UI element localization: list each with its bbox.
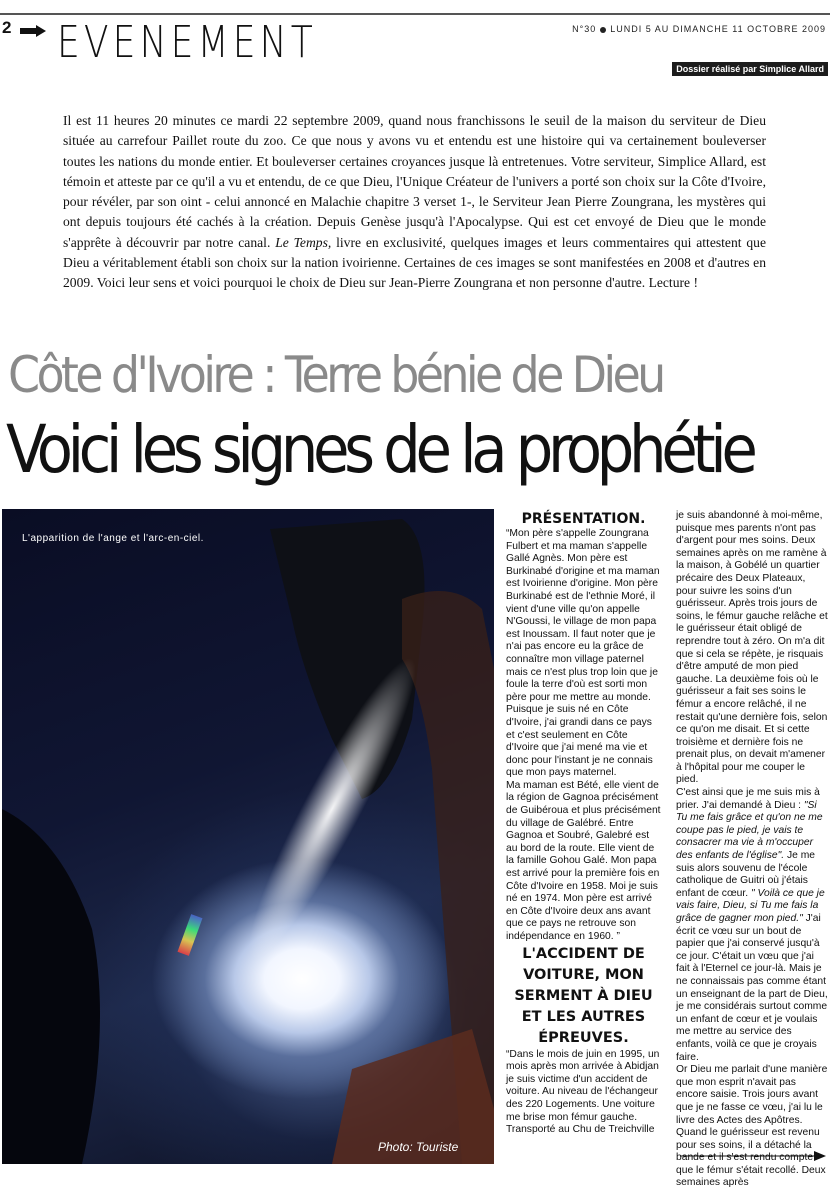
prayer-text: C'est ainsi que je me suis mis à prier. J'ai demandé à Dieu : — [676, 787, 820, 811]
newspaper-title: Le Temps, — [275, 234, 332, 250]
prayer-text-3: J'ai écrit ce vœu sur un bout de papier que j'ai conservé jusqu'à ce jour. C'était un vœu que j'ai fait à l'Eternel ce jour-là. Mais je ne connaissais pas comme étant un enseignant de la part de Dieu, je me considérais surtout comme un enfant de cœur et je voulais me mettre au service des enfants, voilà ce que je croyais faire. — [676, 913, 828, 1063]
section-heading-accident: L'ACCIDENT DE VOITURE, MON SERMENT À DIEU ET LES AUTRES ÉPREUVES. — [514, 945, 653, 1046]
accident-paragraph: “Dans le mois de juin en 1995, un mois après mon arrivée à Abidjan je suis victime d'un accident de voiture. Au niveau de l'échangeur des 220 Logements. Une voiture me brise mon fémur gauche. Transporté au Chu de Treichville — [506, 1048, 660, 1136]
photo-caption: L'apparition de l'ange et l'arc-en-ciel. — [22, 533, 204, 544]
headline-kicker: Côte d'Ivoire : Terre bénie de Dieu — [8, 346, 663, 404]
dossier-credit: Dossier réalisé par Simplice Allard — [672, 62, 828, 76]
page-arrow-icon — [20, 25, 46, 37]
prayer-paragraph — [676, 787, 828, 1064]
page-number: 2 — [2, 18, 12, 37]
issue-number: N°30 — [572, 24, 597, 34]
section-title: EVENEMENT — [57, 17, 317, 68]
article-column-2 — [676, 510, 828, 1190]
top-rule — [0, 13, 830, 15]
intro-text-continued: livre en exclusivité, quelques images et leurs commentaires qui attestent que Dieu a véritablement établi son choix sur la nation ivoirienne. Certaines de ces images se sont manifestées en 2008 et d'autres en 2009. Voici leur sens et voici pourquoi le choix de Dieu sur Jean-Pierre Zoungrana et non personne d'autre. Lecture ! — [63, 234, 766, 291]
vow-quote: " Voilà ce que je vais faire, Dieu, si Tu me fais la grâce de gagner mon pied." — [676, 887, 825, 924]
healing-paragraph: Or Dieu me parlait d'une manière que mon esprit n'avait pas encore saisie. Trois jours avant que je ne fasse ce vœu, j'ai lu le livre des Actes des Apôtres. Quand le guérisseur est revenu pour ses soins, il a détaché la bande et il s'est rendu compte que le fémur s'était recollé. Deux semaines après — [676, 1064, 828, 1189]
prayer-quote: "Si Tu me fais grâce et qu'on ne me coupe pas le pied, je vais te consacrer ma vie à m'occuper des enfants de l'église". — [676, 799, 823, 862]
photo-scene — [2, 509, 494, 1164]
continued-arrow-icon — [680, 1150, 828, 1162]
rainbow-streak — [178, 914, 203, 956]
issue-date: LUNDI 5 AU DIMANCHE 11 OCTOBRE 2009 — [610, 24, 826, 34]
article-column-1 — [506, 510, 661, 1137]
bullet-dot-icon — [600, 27, 606, 33]
issue-info — [572, 24, 826, 34]
apparition-photo — [2, 509, 494, 1164]
continuation-paragraph: je suis abandonné à moi-même, puisque mes parents n'ont pas d'argent pour mes soins. Deux semaines après on me ramène à la maison, à Gobélé un quartier précaire des Deux Plateaux, pour suivre les soins d'un guérisseur. Après trois jours de soins, le fémur gauche relâche et le guérisseur était obligé de reprendre tout à zéro. On m'a dit que si cela se répète, je risquais d'être amputé de mon pied gauche. La deuxième fois où le guérisseur a fait ses soins le fémur a encore relâché, il ne restait qu'une dernière fois, selon ce qu'on me disait. Et si cette troisième et dernière fois ne prenait plus, on devait m'amener à l'hôpital pour me couper le pied. — [676, 510, 828, 786]
intro-paragraph — [63, 111, 766, 294]
section-heading-presentation: PRÉSENTATION. — [521, 511, 646, 527]
intro-text: Il est 11 heures 20 minutes ce mardi 22 septembre 2009, quand nous franchissons le seuil de la maison du serviteur de Dieu située au carrefour Paillet route du zoo. Ce que nous y avons vu et entendu est une histoire qui va certainement bouleverser toutes les nations du monde entier. Et bouleverser certaines croyances jusque là entretenues. Votre serviteur, Simplice Allard, est témoin et atteste par ce qu'il a vu et entendu, de ce que Dieu, l'Unique Créateur de l'univers a porté son choix sur la Côte d'Ivoire, pour révéler, par son oint - celui annoncé en Malachie chapitre 3 verset 1-, le Serviteur Jean Pierre Zoungrana, les mystères qui ont depuis toujours été cachés à la création. Depuis Genèse jusqu'à l'Apocalypse. Qui est cet envoyé de Dieu que le monde s'apprête à découvrir par notre canal. — [63, 113, 766, 250]
left-dark-edge — [2, 809, 100, 1164]
prayer-text-2: Je me suis alors souvenu de l'école catholique de Guitri où j'étais enfant de cœur. — [676, 850, 816, 899]
photo-credit: Photo: Touriste — [378, 1140, 459, 1154]
presentation-paragraph: “Mon père s'appelle Zoungrana Fulbert et ma maman s'appelle Gallé Agnès. Mon père est Burkinabé d'origine et ma maman est Ivoirienne d'origine. Mon père Burkinabé est de l'ethnie Moré, il vient d'une ville qu'on appelle N'Goussi, le village de mon papa est Inoussam. Il faut noter que je n'ai pas encore eu la grâce de connaître mon village paternel mais ce n'est plus trop loin que je foule la terre d'où est sorti mon père pour me mettre au monde. Puisque je suis né en Côte d'Ivoire, j'ai grandi dans ce pays et c'est seulement en Côte d'Ivoire que j'ai mené ma vie et donc pour l'instant je ne connais que mon pays maternel. — [506, 528, 660, 779]
presentation-paragraph-2: Ma maman est Bété, elle vient de la région de Gagnoa précisément de Guibéroua et plus précisément du village de Galébré. Entre Gagnoa et Soubré, Galebré est au bord de la route. Elle vient de la famille Gohou Galé. Mon papa est arrivé pour la première fois en Côte d'Ivoire en 1958. Moi je suis né en 1974. Mon père est arrivé en Côte d'Ivoire deux ans avant que ce pays ne retrouve son indépendance en 1960. ” — [506, 779, 661, 942]
main-headline: Voici les signes de la prophétie — [6, 411, 753, 488]
